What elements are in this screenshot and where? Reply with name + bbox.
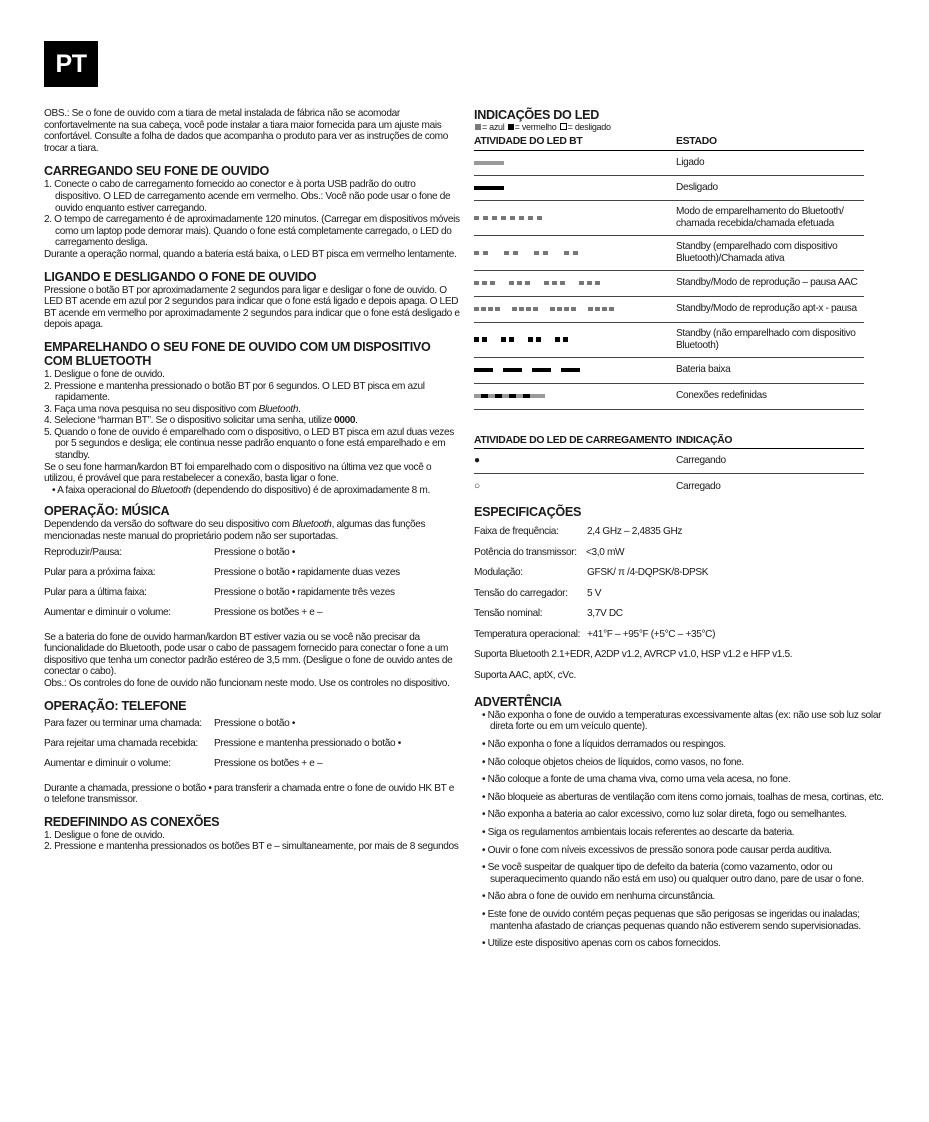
pairing-step-1: 1. Desligue o fone de ouvido.	[44, 368, 165, 380]
bt-led-header-activity: ATIVIDADE DO LED BT	[474, 133, 676, 150]
phone-title: OPERAÇÃO: TELEFONE	[44, 698, 187, 713]
led-slow-blink-red-icon	[474, 368, 676, 372]
music-row: Pular para a próxima faixa: Pressione o botão • rapidamente duas vezes	[44, 566, 400, 578]
power-text: Pressione o botão BT por aproximadamente 2 segundos para ligar e desligar o fone de ouvido. O LED BT acende em azul por 2 segundos para indicar que o fone está ligado e depois apaga. O LED BT acende em vermelho por aproximadamente 2 segundos para indicar que o fone está desligado e depois apaga.	[44, 284, 460, 331]
music-row: Reproduzir/Pausa: Pressione o botão •	[44, 546, 296, 558]
table-row: Standby/Modo de reprodução apt-x - pausa	[474, 296, 864, 322]
list-item: • Não bloqueie as aberturas de ventilação com itens como jornais, toalhas de mesa, cortinas, etc.	[482, 791, 884, 803]
language-badge: PT	[44, 41, 98, 87]
spec-support-bt: Suporta Bluetooth 2.1+EDR, A2DP v1.2, AVRCP v1.0, HSP v1.2 e HFP v1.5.	[474, 649, 793, 661]
list-item: • Não exponha o fone de ouvido a temperaturas excessivamente altas (ex: não use sob luz solar direta forte ou em um veículo quente).	[482, 709, 882, 733]
power-title: LIGANDO E DESLIGANDO O FONE DE OUVIDO	[44, 269, 317, 284]
charging-step-2: 2. O tempo de carregamento é de aproximadamente 120 minutos. (Carregar em dispositivos móveis como um laptop pode demorar mais). Quando o fone está completamente carregado, o LED do carregamento desliga.	[44, 214, 460, 249]
specs-title: ESPECIFICAÇÕES	[474, 504, 582, 519]
charging-step-1: 1. Conecte o cabo de carregamento fornecido ao conector e à porta USB padrão do outro dispositivo. O LED de carregamento acende em vermelho. Obs.: Você não pode usar o fone de ouvido enquanto estiver carregando.	[44, 179, 451, 214]
led-solid-blue-icon	[474, 161, 676, 165]
charging-title: CARREGANDO SEU FONE DE OUVIDO	[44, 164, 270, 179]
phone-row: Aumentar e diminuir o volume: Pressione os botões + e –	[44, 757, 323, 769]
phone-transfer-text: Durante a chamada, pressione o botão • para transferir a chamada entre o fone de ouvido HK BT e o telefone transmissor.	[44, 782, 455, 806]
spec-support-codecs: Suporta AAC, aptX, cVc.	[474, 669, 576, 681]
led-double-blink-blue-icon	[474, 251, 676, 255]
intro-note: OBS.: Se o fone de ouvido com a tiara de metal instalada de fábrica não se acomodar confortavelmente na sua cabeça, você pode instalar a tiara maior fornecida para um ajuste mais confortável. Consulte a folha de dados que acompanha o produto para ver as instruções de como trocar a tiara.	[44, 108, 449, 154]
red-square-icon	[508, 124, 514, 130]
list-item: • Siga os regulamentos ambientais locais referentes ao descarte da bateria.	[482, 826, 795, 838]
led-alternating-red-blue-icon	[474, 394, 676, 398]
led-fast-blink-blue-icon	[474, 216, 676, 220]
list-item: • Não exponha a bateria ao calor excessivo, como luz solar direta, fogo ou semelhantes.	[482, 809, 847, 821]
list-item: • Não abra o fone de ouvido em nenhuma circunstância.	[482, 891, 715, 903]
warning-list	[474, 710, 886, 950]
pairing-step-4: 4. Selecione “harman BT”. Se o dispositivo solicitar uma senha, utilize 0000.	[44, 415, 358, 427]
led-solid-red-icon	[474, 186, 676, 190]
spec-row: Temperatura operacional: +41°F – +95°F (+5°C – +35°C)	[474, 628, 716, 640]
table-row: Modo de emparelhamento do Bluetooth/ chamada recebida/chamada efetuada	[474, 200, 864, 235]
list-item: • Não exponha o fone a líquidos derramados ou respingos.	[482, 738, 726, 750]
table-row: ○ Carregado	[474, 474, 864, 499]
empty-circle-icon: ○	[474, 480, 480, 492]
spec-row: Tensão nominal: 3,7V DC	[474, 608, 623, 620]
table-row: Standby/Modo de reprodução – pausa AAC	[474, 270, 864, 296]
right-column	[474, 108, 886, 956]
music-controls	[44, 543, 460, 623]
list-item: • Este fone de ouvido contém peças pequenas que são perigosas se ingeridas ou inaladas; mantenha afastado de crianças pequenas quando não estiverem sendo supervisionadas.	[482, 909, 861, 932]
list-item: • Não coloque objetos cheios de líquidos, como vasos, no fone.	[482, 756, 744, 768]
table-row: ● Carregando	[474, 449, 864, 474]
phone-row: Para rejeitar uma chamada recebida: Pressione e mantenha pressionado o botão •	[44, 737, 401, 749]
list-item: • Se você suspeitar de qualquer tipo de defeito da bateria (como vazamento, odor ou superaquecimento quando não está em uso) ou qualquer outro dano, pare de usar o fone.	[482, 862, 864, 885]
led-legend: = azul = vermelho = desligado	[474, 122, 886, 133]
reset-step-1: 1. Desligue o fone de ouvido.	[44, 829, 165, 841]
table-row: Ligado	[474, 150, 864, 175]
list-item: • Não coloque a fonte de uma chama viva, como uma vela acesa, no fone.	[482, 774, 791, 786]
list-item: • Ouvir o fone com níveis excessivos de pressão sonora pode causar perda auditiva.	[482, 844, 832, 856]
table-row: Bateria baixa	[474, 357, 864, 383]
filled-circle-icon: ●	[474, 449, 676, 474]
spec-row: Tensão do carregador: 5 V	[474, 587, 602, 599]
table-row: Conexões redefinidas	[474, 383, 864, 409]
music-row: Pular para a última faixa: Pressione o botão • rapidamente três vezes	[44, 586, 395, 598]
blue-square-icon	[475, 124, 481, 130]
bt-led-table	[474, 133, 864, 410]
spec-row: Modulação: GFSK/ π /4-DQPSK/8-DPSK	[474, 567, 709, 579]
music-row: Aumentar e diminuir o volume: Pressione os botões + e –	[44, 606, 323, 618]
music-passthrough-text: Se a bateria do fone de ouvido harman/kardon BT estiver vazia ou se você não precisar da funcionalidade do Bluetooth, pode usar o cabo de passagem fornecido para conectar o fone a um dispositivo que tenha um conector padrão estéreo de 3,5 mm. (Desligue o fone de ouvido antes de conectar o cabo).	[44, 631, 453, 678]
spec-row: Potência do transmissor: <3,0 mW	[474, 546, 625, 558]
led-double-blink-red-icon	[474, 337, 676, 342]
table-row: Standby (emparelhado com dispositivo Bluetooth)/Chamada ativa	[474, 235, 864, 270]
reset-step-2: 2. Pressione e mantenha pressionados os botões BT e – simultaneamente, por mais de 8 segundos	[44, 841, 459, 853]
charging-led-header-activity: ATIVIDADE DO LED DE CARREGAMENTO	[474, 432, 676, 449]
reset-title: REDEFININDO AS CONEXÕES	[44, 814, 220, 829]
specs-list	[474, 522, 886, 686]
led-quad-blink-blue-icon	[474, 307, 676, 311]
table-row: Standby (não emparelhado com dispositivo Bluetooth)	[474, 322, 864, 357]
pairing-range-bullet: • A faixa operacional do Bluetooth (dependendo do dispositivo) é de aproximadamente 8 m.	[52, 484, 430, 496]
warning-title: ADVERTÊNCIA	[474, 694, 562, 709]
music-note: Obs.: Os controles do fone de ouvido não funcionam neste modo. Use os controles no dispositivo.	[44, 678, 450, 689]
led-triple-blink-blue-icon	[474, 281, 676, 285]
bt-led-header-state: ESTADO	[676, 133, 864, 150]
spec-row: Faixa de frequência: 2,4 GHz – 2,4835 GHz	[474, 526, 683, 538]
phone-row: Para fazer ou terminar uma chamada: Pressione o botão •	[44, 717, 296, 729]
pairing-title: EMPARELHANDO O SEU FONE DE OUVIDO COM UM DISPOSITIVO COM BLUETOOTH	[44, 339, 431, 368]
music-intro: Dependendo da versão do software do seu dispositivo com Bluetooth, algumas das funções mencionadas neste manual do proprietário podem não ser suportadas.	[44, 519, 426, 543]
pairing-step-2: 2. Pressione e mantenha pressionado o botão BT por 6 segundos. O LED BT pisca em azul rapidamente.	[44, 380, 425, 404]
pairing-note: Se o seu fone harman/kardon BT foi emparelhado com o dispositivo na última vez que você o utilizou, é provável que para restabelecer a conexão, basta ligar o fone.	[44, 461, 432, 485]
charging-note: Durante a operação normal, quando a bateria está baixa, o LED BT pisca em vermelho lentamente.	[44, 248, 457, 260]
charging-led-header-indication: INDICAÇÃO	[676, 432, 864, 449]
table-row: Desligado	[474, 175, 864, 200]
music-title: OPERAÇÃO: MÚSICA	[44, 504, 170, 519]
left-column	[44, 108, 460, 853]
list-item: • Utilize este dispositivo apenas com os cabos fornecidos.	[482, 938, 721, 950]
pairing-step-3: 3. Faça uma nova pesquisa no seu dispositivo com Bluetooth.	[44, 403, 301, 415]
phone-controls	[44, 714, 460, 774]
charging-led-table	[474, 432, 864, 499]
pairing-step-5: 5. Quando o fone de ouvido é emparelhado com o dispositivo, o LED BT pisca em azul duas vezes por 5 segundos e desliga; ele continua nesse padrão enquanto o fone está emparelhado e em standby.	[44, 426, 454, 462]
off-square-icon	[560, 123, 567, 130]
led-title: INDICAÇÕES DO LED	[474, 108, 600, 122]
